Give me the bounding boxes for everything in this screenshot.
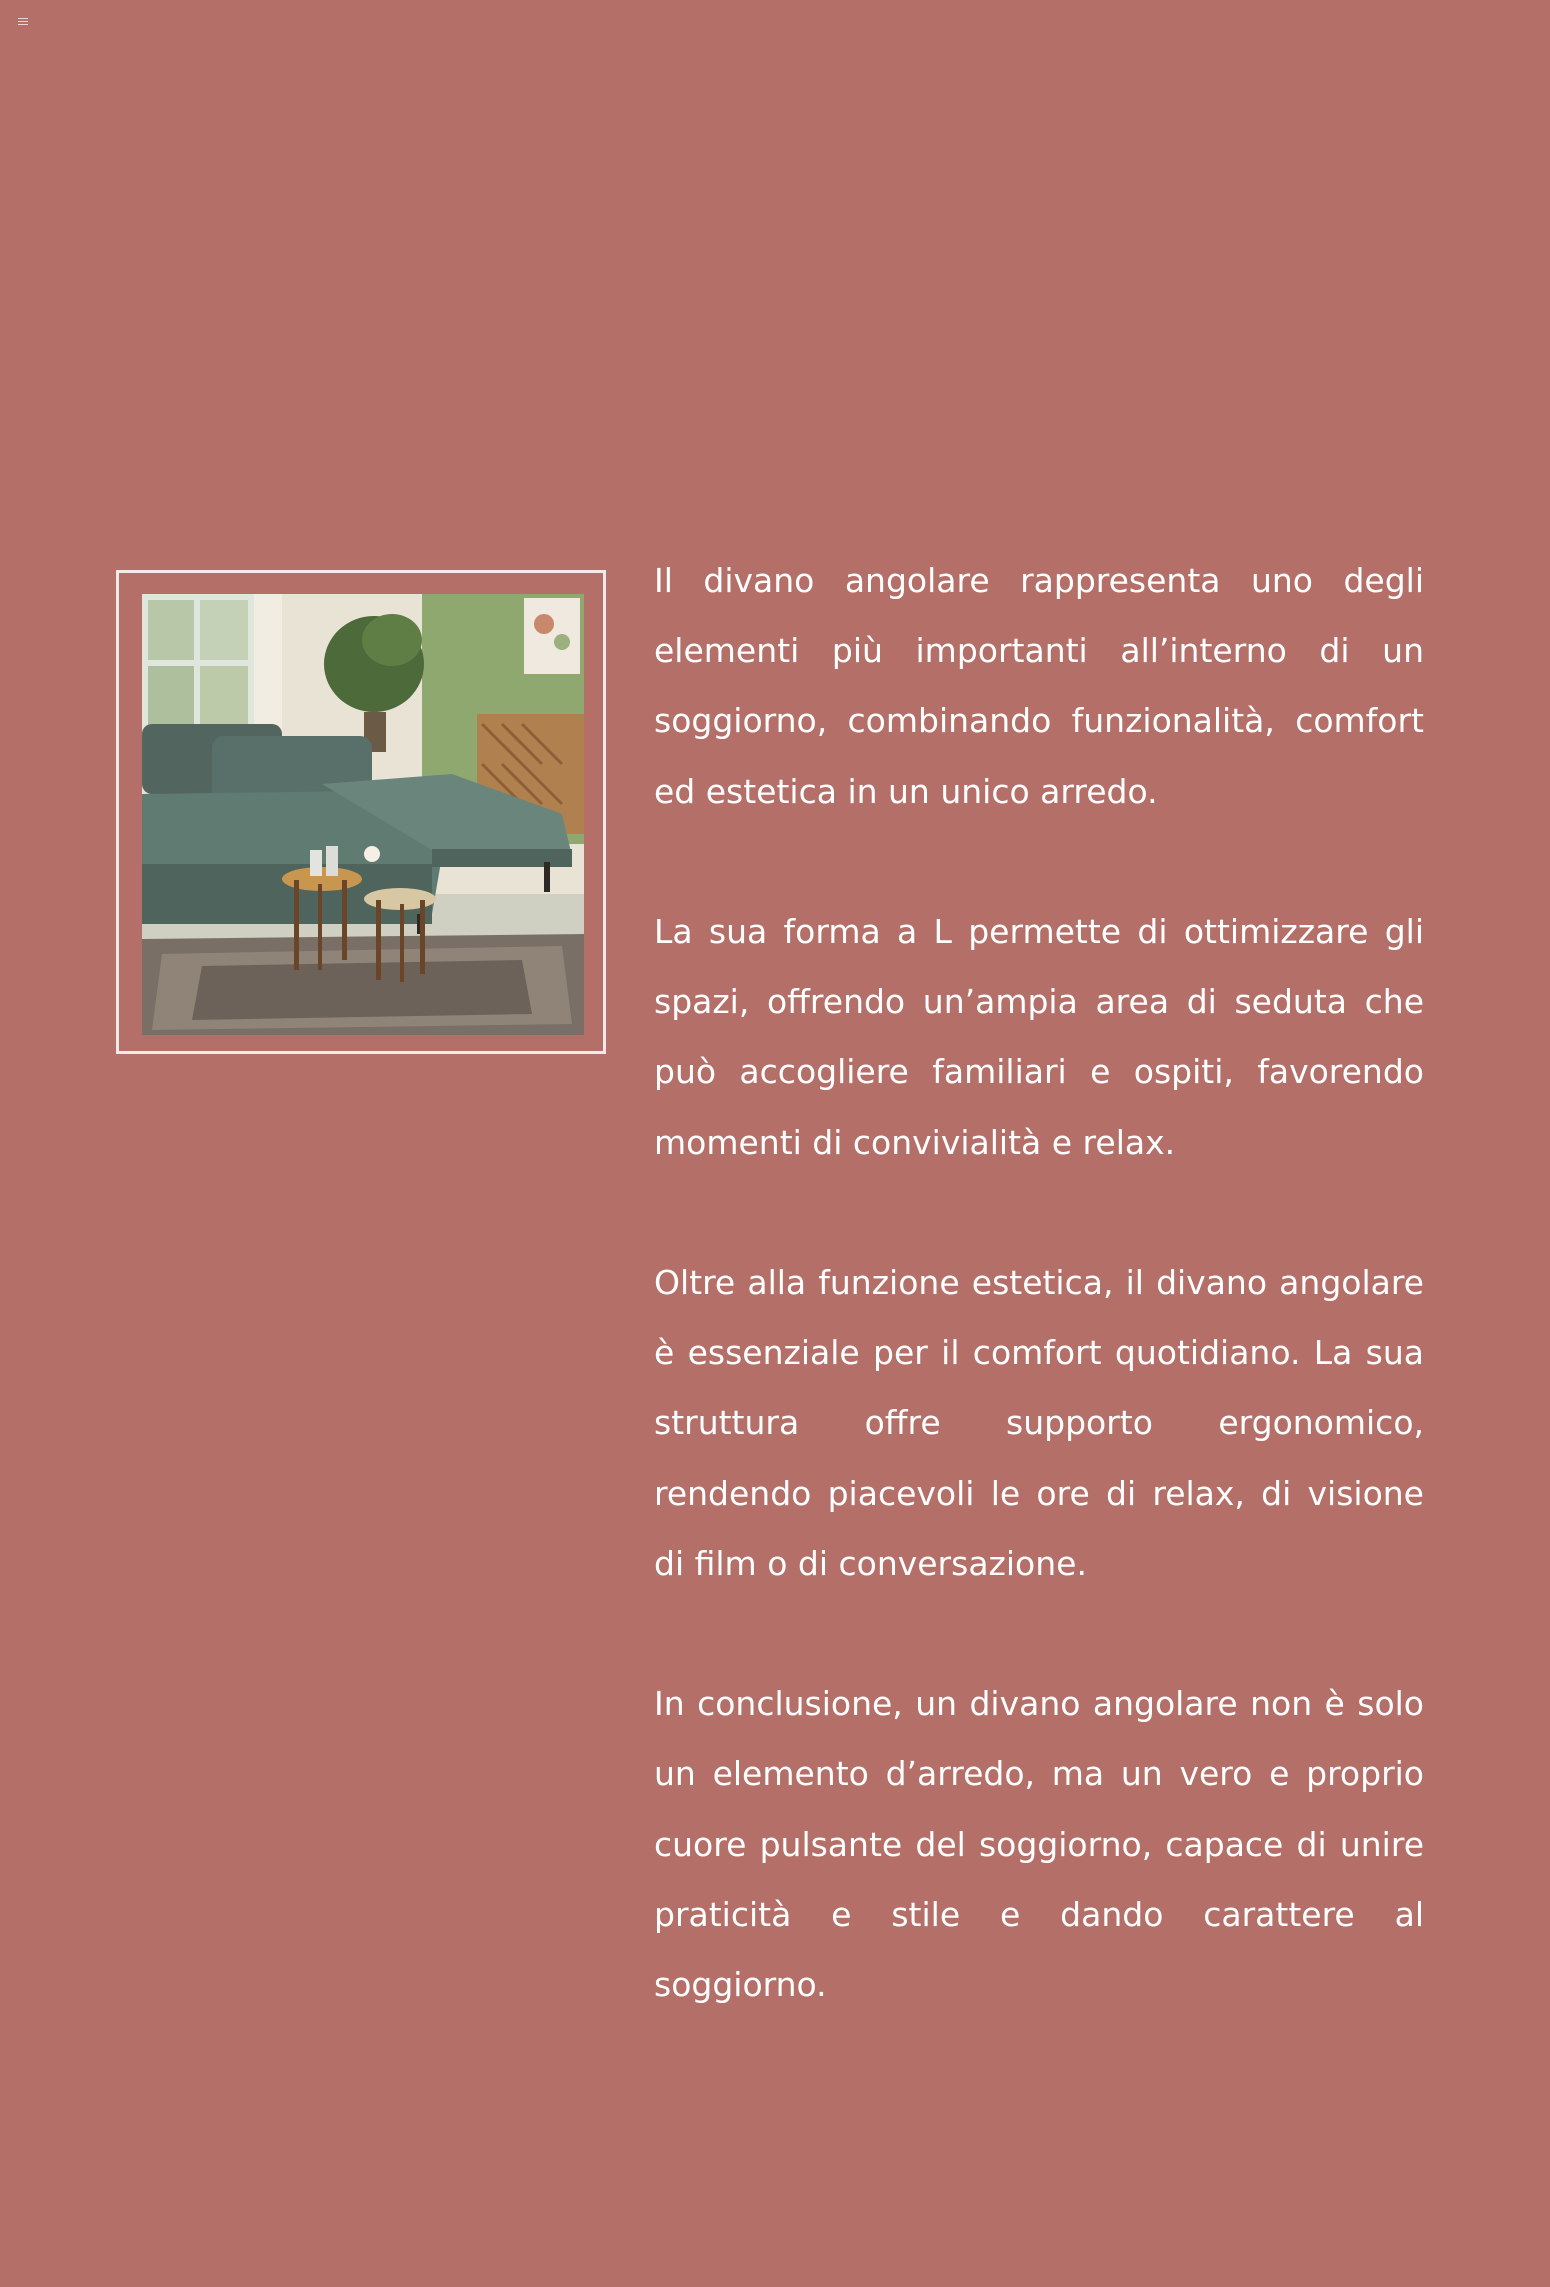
paragraph-comfort: Oltre alla funzione estetica, il divano angolare è essenziale per il comfort quotidiano. La sua struttura offre supporto ergonomico, rendendo piacevoli le ore di relax, di visione di film o di conversazione. — [654, 1263, 1424, 1583]
sofa-photo — [142, 594, 584, 1035]
menu-icon[interactable] — [18, 18, 28, 26]
paragraph-shape: La sua forma a L permette di ottimizzare gli spazi, offrendo un’ampia area di seduta che può accogliere familiari e ospiti, favorendo momenti di convivialità e relax. — [654, 912, 1424, 1162]
paragraph-conclusion: In conclusione, un divano angolare non è solo un elemento d’arredo, ma un vero e proprio cuore pulsante del soggiorno, capace di unire praticità e stile e dando carattere al soggiorno. — [654, 1684, 1424, 2005]
body-text — [654, 546, 1424, 2020]
paragraph-intro: Il divano angolare rappresenta uno degli elementi più importanti all’interno di un soggiorno, combinando funzionalità, comfort ed estetica in un unico arredo. — [654, 561, 1424, 811]
sofa-illustration — [142, 594, 584, 1035]
